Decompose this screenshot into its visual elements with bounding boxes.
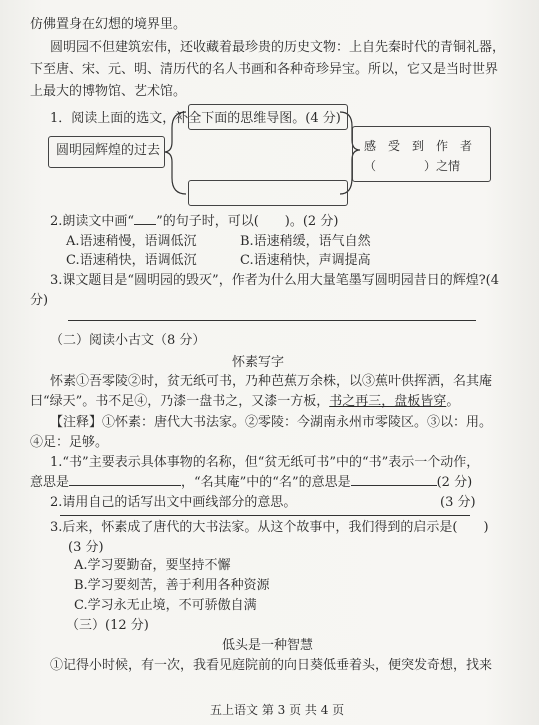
s2-q2-answer-line[interactable]	[60, 515, 470, 516]
question-1: 1．阅读上面的选文，补全下面的思维导图。(4 分)	[50, 111, 341, 126]
q3-answer-line[interactable]	[68, 320, 476, 321]
section-2-heading: （二）阅读小古文（8 分）	[50, 333, 206, 348]
s2-question-2: 2.请用自己的话写出文中画线部分的意思。	[50, 495, 297, 510]
ancient-text-2c: 。	[446, 394, 460, 409]
section-3-heading: （三）(12 分)	[66, 618, 149, 633]
s2-question-3-score: (3 分)	[68, 540, 104, 555]
s2-q2-score: (3 分)	[440, 495, 476, 510]
s2-q1-b: ，“名其庵”中的“名”的意思是	[181, 475, 351, 490]
q2-option-b[interactable]: B.语速稍缓，语气自然	[240, 234, 371, 249]
question-3-cont: 分)	[30, 293, 49, 308]
ancient-text-2a: 曰“绿天”。书不足④，乃漆一盘书之，又漆一方板，	[30, 394, 330, 409]
s2-question-1-cont	[30, 475, 472, 491]
map-author-text-2: （ ）之情	[364, 159, 461, 173]
q2-option-c[interactable]: C.语速稍快，语调低沉	[66, 253, 197, 268]
question-2	[50, 214, 338, 230]
section-2-title: 怀素写字	[232, 355, 285, 370]
ancient-text-line-2	[30, 394, 459, 410]
map-author-text-1: 感 受 到 作 者	[364, 139, 473, 153]
s2-q3-option-c[interactable]: C.学习永无止境，不可骄傲自满	[74, 598, 257, 613]
s2-q3-option-a[interactable]: A.学习要勤奋，要坚持不懈	[74, 558, 231, 573]
passage-heading: 仿佛置身在幻想的境界里。	[30, 17, 187, 32]
s2-q1-c: (2 分)	[436, 475, 473, 490]
s2-q1-blank-1[interactable]	[69, 485, 181, 486]
section-3-title: 低头是一种智慧	[222, 638, 314, 653]
q2-blank	[134, 224, 156, 225]
map-center-label: 圆明园辉煌的过去	[56, 143, 161, 158]
ancient-text-line-1: 怀素①吾零陵②时，贫无纸可书，乃种芭蕉万余株，以③蕉叶供挥洒，名其庵	[50, 374, 493, 389]
map-answer-box-top[interactable]	[188, 104, 348, 130]
question-3: 3.课文题目是“圆明园的毁灭”，作者为什么用大量笔墨写圆明园昔日的辉煌?(4	[50, 273, 500, 288]
ancient-text-underlined: 书之再三，盘板皆穿	[329, 394, 447, 409]
passage-line-3: 上最大的博物馆、艺术馆。	[30, 84, 187, 99]
s2-q1-blank-2[interactable]	[351, 485, 437, 486]
s2-q1-a: 意思是	[30, 475, 70, 490]
q2-option-d[interactable]: C.语速稍快，声调提高	[240, 253, 371, 268]
note-line-2: ④足：足够。	[30, 435, 109, 450]
passage-line-1: 圆明园不但建筑宏伟，还收藏着最珍贵的历史文物：上自先秦时代的青铜礼器，	[50, 40, 506, 55]
section-3-line-1: ①记得小时候，有一次，我看见庭院前的向日葵低垂着头，便突发奇想，找来	[50, 658, 493, 673]
s2-question-1: 1.“书”主要表示具体事物的名称，但“贫无纸可书”中的“书”表示一个动作，	[50, 455, 480, 470]
q2-option-a[interactable]: A.语速稍慢，语调低沉	[66, 234, 197, 249]
page-footer: 五上语文 第 3 页 共 4 页	[210, 703, 345, 717]
s2-question-3: 3.后来，怀素成了唐代的大书法家。从这个故事中，我们得到的启示是( )	[50, 520, 489, 535]
q2-text-b: ”的句子时，可以( )。(2 分)	[156, 214, 339, 229]
s2-q3-option-b[interactable]: B.学习要刻苦，善于利用各种资源	[74, 578, 270, 593]
q2-text-a: 2.朗读文中画“	[50, 214, 135, 229]
map-answer-box-bottom[interactable]	[188, 180, 348, 206]
passage-line-2: 下至唐、宋、元、明、清历代的名人书画和各种奇珍异宝。所以，它又是当时世界	[30, 62, 499, 77]
note-line-1: 【注释】①怀素：唐代大书法家。②零陵：今湖南永州市零陵区。③以：用。	[50, 415, 493, 430]
